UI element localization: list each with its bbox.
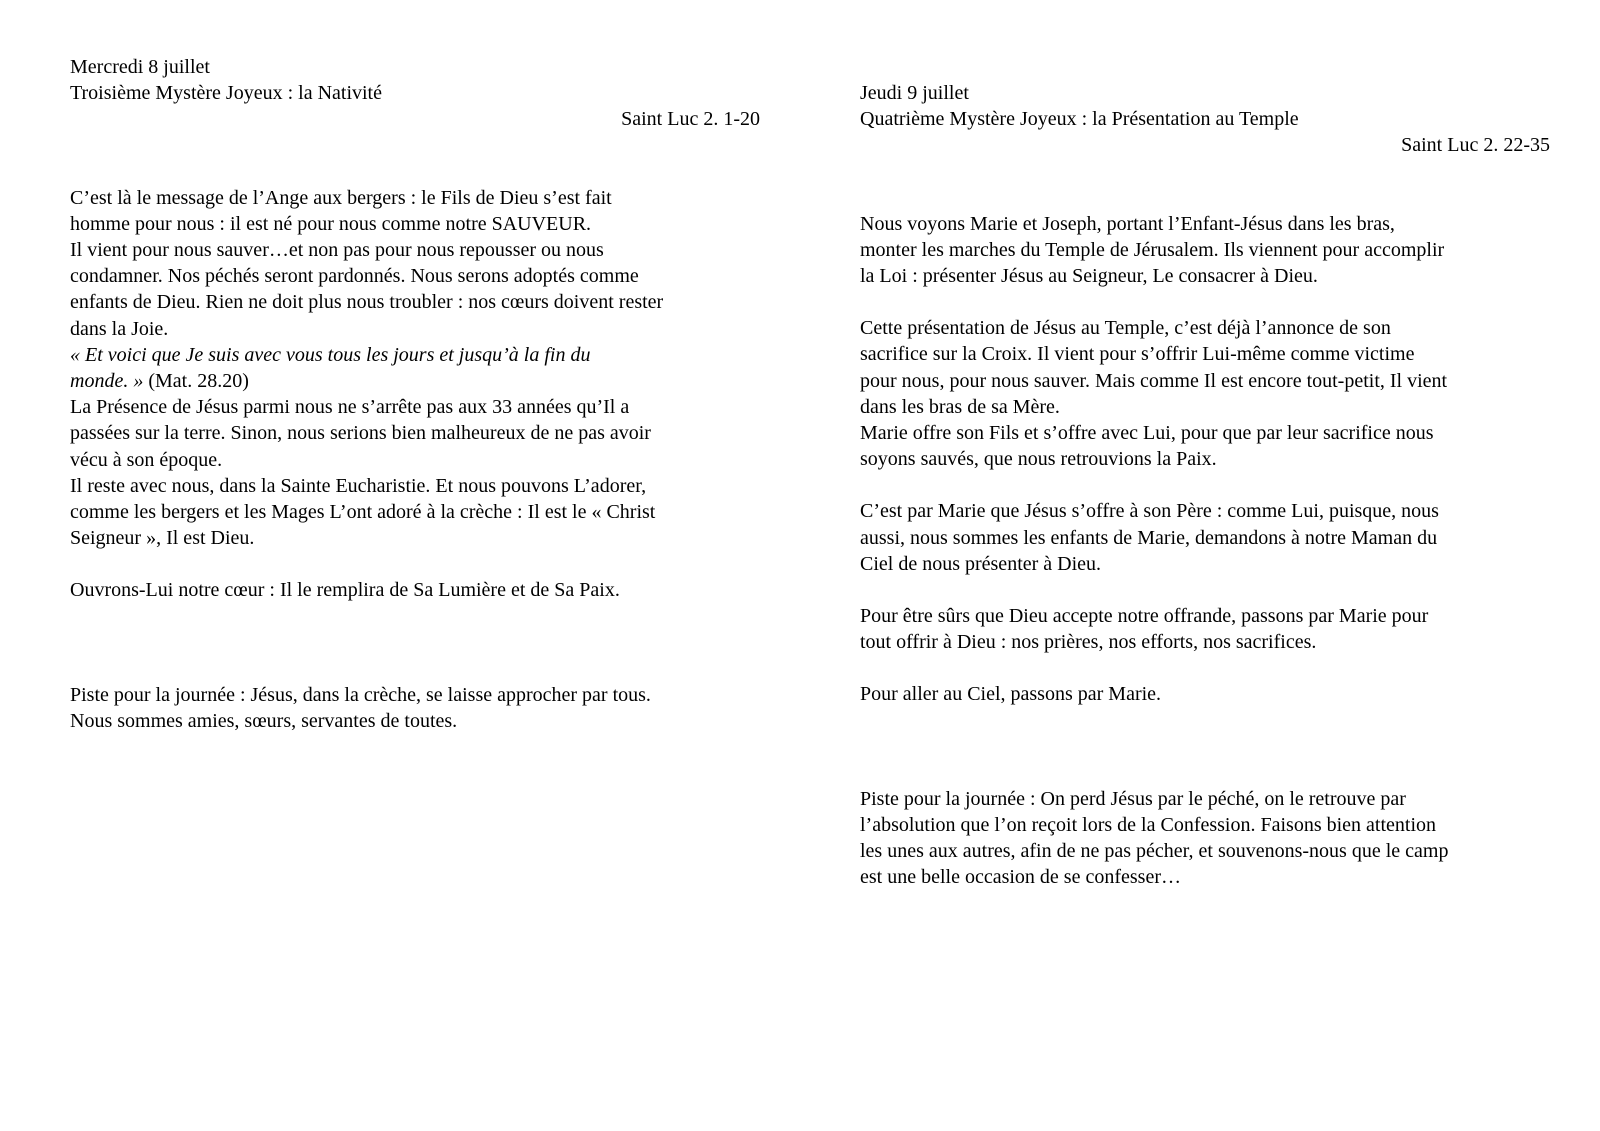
left-mystery-title: Troisième Mystère Joyeux : la Nativité [70, 82, 382, 105]
right-mystery-title: Quatrième Mystère Joyeux : la Présentation au Temple [860, 108, 1299, 131]
left-quote: « Et voici que Je suis avec vous tous les jours et jusqu’à la fin du monde. » (Mat. 28.20) [70, 343, 591, 393]
left-date: Mercredi 8 juillet [70, 56, 210, 78]
left-column [70, 54, 760, 734]
left-paragraph-3: Ouvrons-Lui notre cœur : Il le remplira de Sa Lumière et de Sa Paix. [70, 579, 620, 602]
right-paragraph-5: Pour aller au Ciel, passons par Marie. [860, 683, 1162, 706]
right-gospel-reference: Saint Luc 2. 22-35 [1401, 134, 1550, 157]
left-piste: Piste pour la journée : Jésus, dans la crèche, se laisse approcher par tous. Nous sommes amies, sœurs, servantes de toutes. [70, 683, 651, 732]
right-column [860, 80, 1550, 890]
right-paragraph-4: Pour être sûrs que Dieu accepte notre offrande, passons par Marie pour tout offrir à Dieu : nos prières, nos efforts, nos sacrifices. [860, 605, 1429, 654]
right-paragraph-3: C’est par Marie que Jésus s’offre à son Père : comme Lui, puisque, nous aussi, nous sommes les enfants de Marie, demandons à notre Maman du Ciel de nous présenter à Dieu. [860, 500, 1439, 575]
left-paragraph-1: C’est là le message de l’Ange aux bergers : le Fils de Dieu s’est fait homme pour nous : il est né pour nous comme notre SAUVEUR. Il vient pour nous sauver…et non pas pour nous repousser ou nous condamner. Nos péchés seront pardonnés. Nous serons adoptés comme enfants de Dieu. Rien ne doit plus nous troubler : nos cœurs doivent rester dans la Joie. [70, 186, 664, 340]
left-gospel-reference: Saint Luc 2. 1-20 [621, 108, 760, 131]
left-paragraph-2: La Présence de Jésus parmi nous ne s’arrête pas aux 33 années qu’Il a passées sur la terre. Sinon, nous serions bien malheureux de ne pas avoir vécu à son époque. Il reste avec nous, dans la Sainte Eucharistie. Et nous pouvons L’adorer, comme les bergers et les Mages L’ont adoré à la crèche : Il est le « Christ Seigneur », Il est Dieu. [70, 396, 656, 550]
right-date: Jeudi 9 juillet [860, 82, 969, 104]
right-piste: Piste pour la journée : On perd Jésus par le péché, on le retrouve par l’absolution que l’on reçoit lors de la Confession. Faisons bien attention les unes aux autres, afin de ne pas pécher, et souvenons-nous que le camp est une belle occasion de se confesser… [860, 787, 1449, 889]
right-paragraph-1: Nous voyons Marie et Joseph, portant l’Enfant-Jésus dans les bras, monter les marches du Temple de Jérusalem. Ils viennent pour accomplir la Loi : présenter Jésus au Seigneur, Le consacrer à Dieu. [860, 212, 1445, 288]
right-paragraph-2: Cette présentation de Jésus au Temple, c’est déjà l’annonce de son sacrifice sur la Croix. Il vient pour s’offrir Lui-même comme victime pour nous, pour nous sauver. Mais comme Il est encore tout-petit, Il vient dans les bras de sa Mère. Marie offre son Fils et s’offre avec Lui, pour que par leur sacrifice nous soyons sauvés, que nous retrouvions la Paix. [860, 317, 1448, 471]
